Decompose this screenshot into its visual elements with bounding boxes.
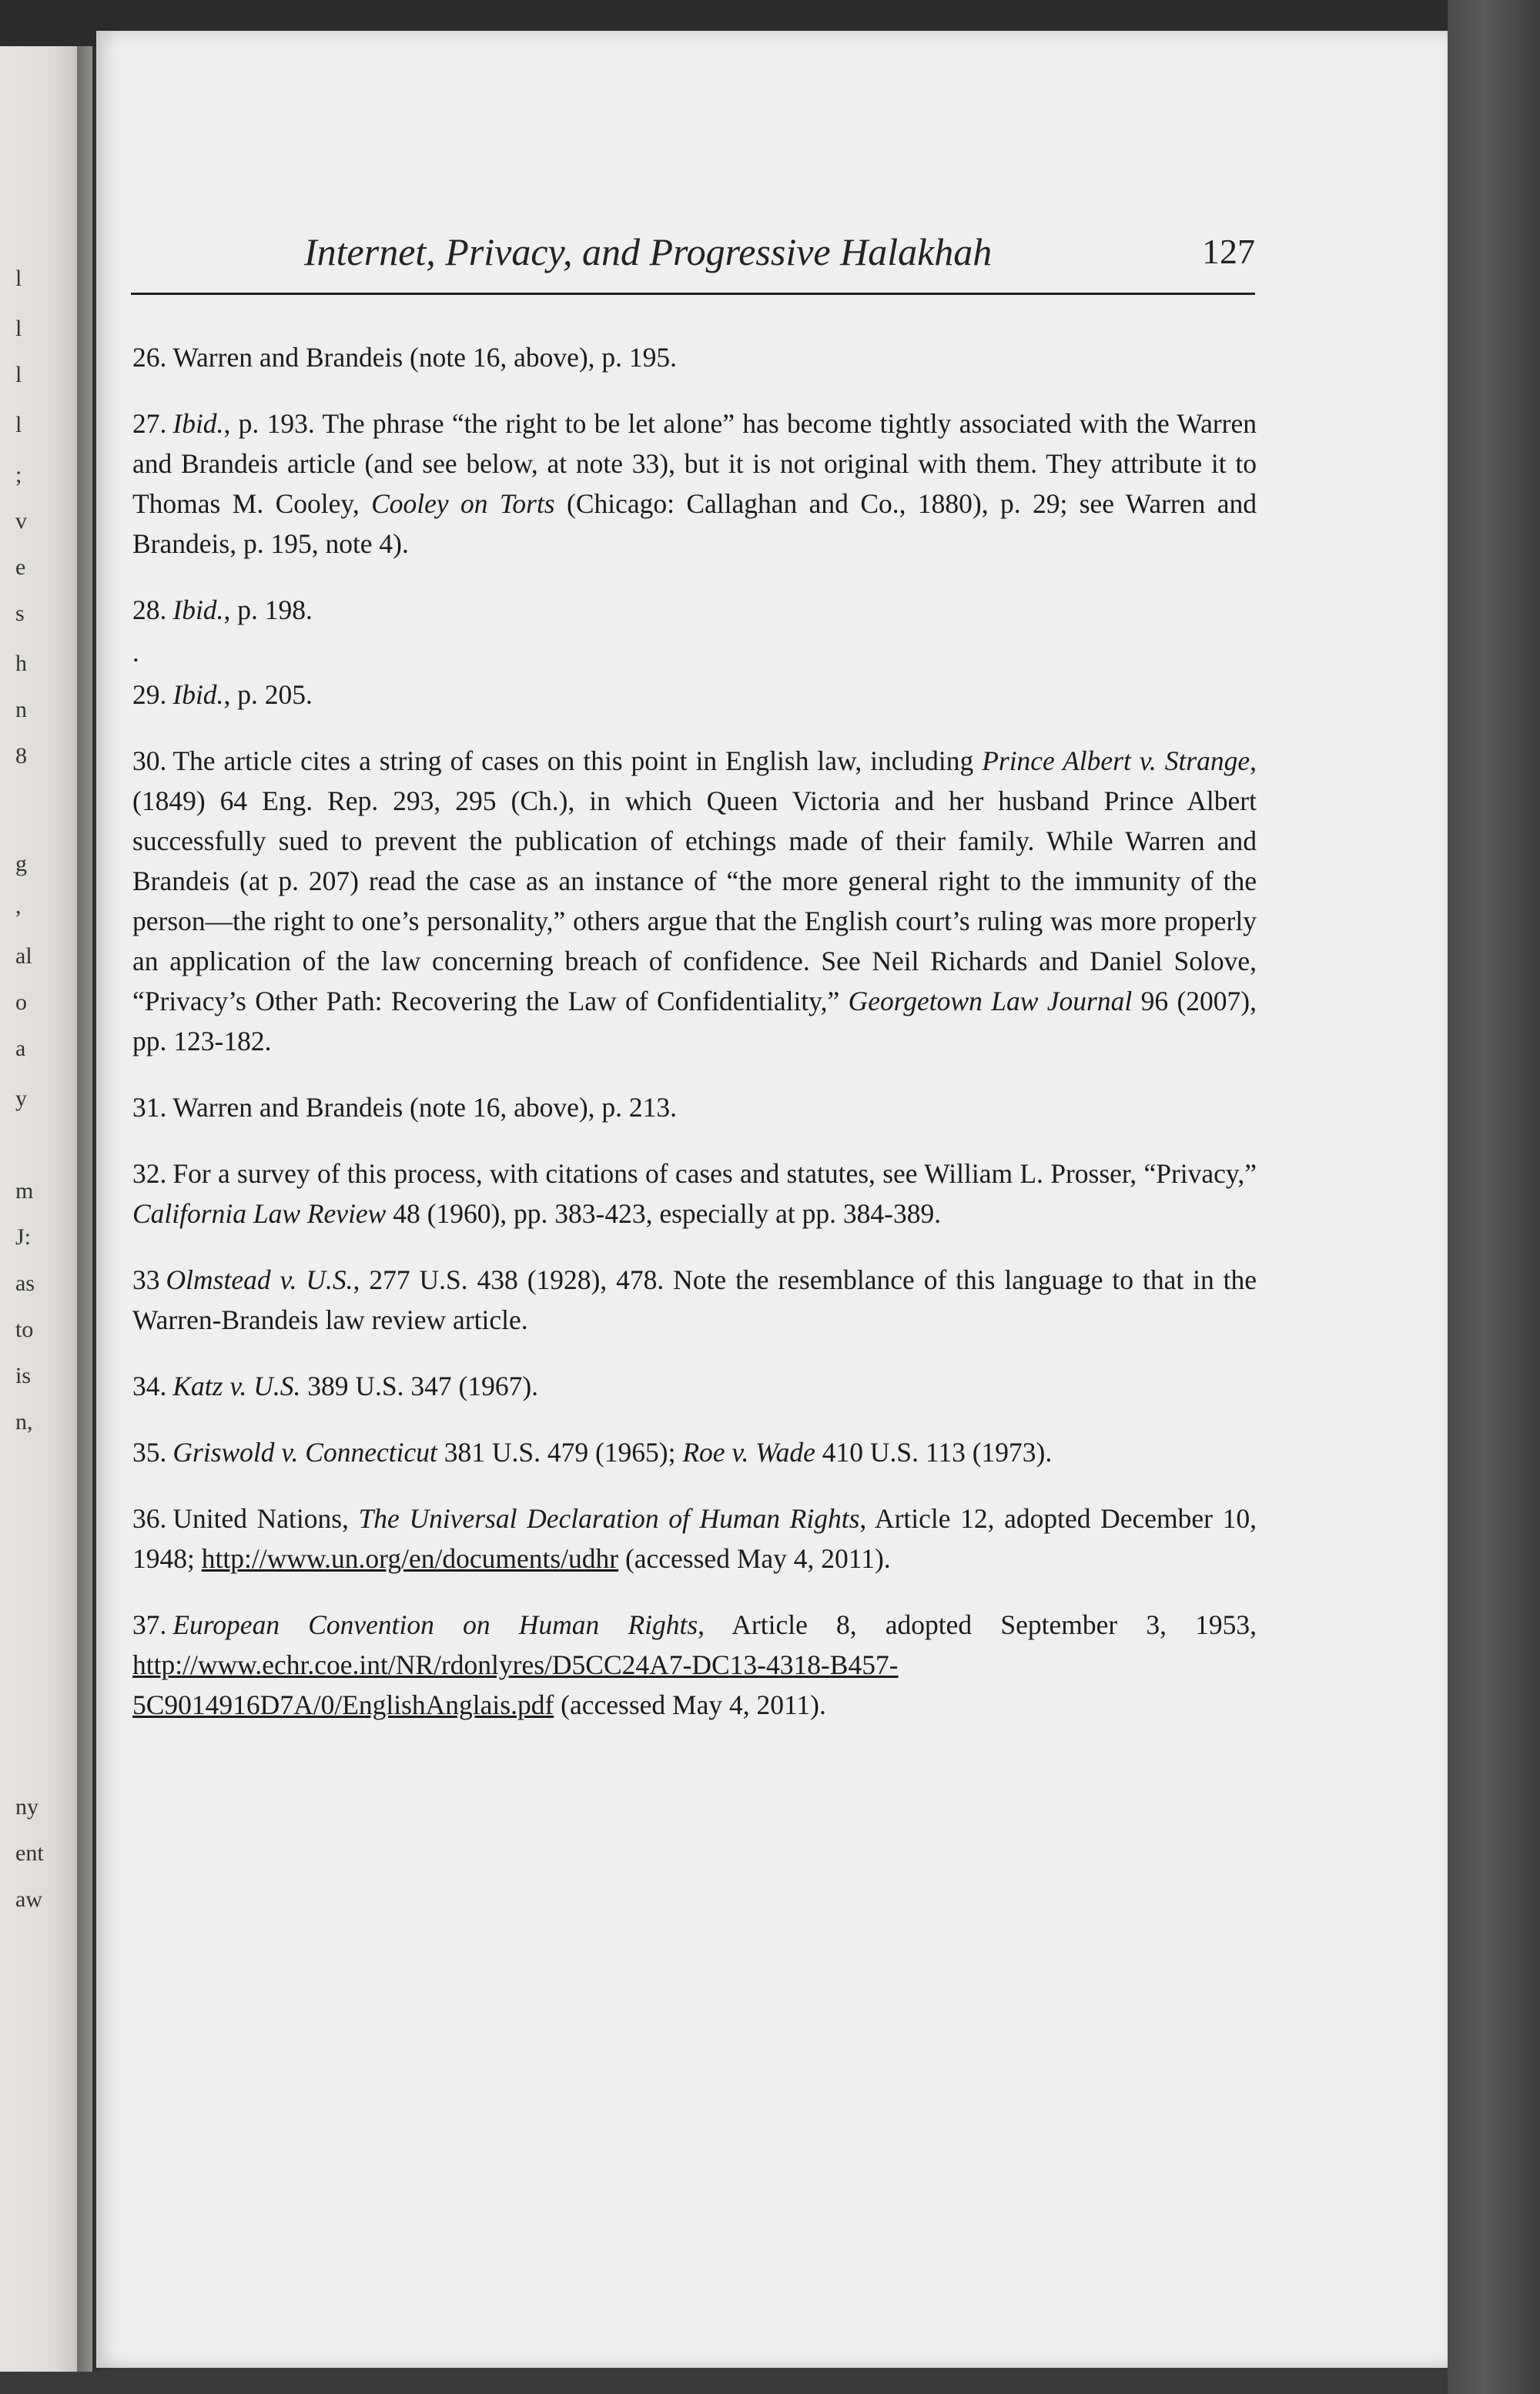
endnote-text: 96 (2007), pp. 123-182. <box>132 986 1257 1056</box>
right-background <box>1448 0 1540 2394</box>
endnote-number: 37. <box>132 1609 167 1640</box>
endnote-number: 29. <box>132 679 167 710</box>
endnote-italic-text: Cooley on Torts <box>371 488 555 519</box>
endnote <box>132 1260 1257 1340</box>
left-page-fragment: l <box>15 316 22 341</box>
endnote-text: , p. 198. <box>223 594 313 625</box>
endnote-text: The article cites a string of cases on this point in English law, including <box>172 745 983 776</box>
endnote <box>132 590 1257 630</box>
endnote-text: , 277 U.S. 438 (1928), 478. Note the resemblance of this language to that in the Warren-Brandeis law review article. <box>132 1264 1257 1335</box>
endnote-text: , (1849) 64 Eng. Rep. 293, 295 (Ch.), in which Queen Victoria and her husband Prince Albert successfully sued to prevent the publication of etchings made of their family. While Warren and Brandeis (at p. 207) read the case as an instance of “the more general right to the immunity of the person—the right to one’s personality,” others argue that the English court’s ruling was more properly an application of the law concerning breach of confidence. See Neil Richards and Daniel Solove, “Privacy’s Other Path: Recovering the Law of Confidentiality,” <box>132 745 1257 1016</box>
endnote-text: 381 U.S. 479 (1965); <box>437 1437 683 1468</box>
endnote-italic-text: Ibid. <box>172 594 224 625</box>
running-header <box>131 223 1255 295</box>
endnote-number: 34. <box>132 1371 167 1401</box>
left-page-fragment: J: <box>15 1224 32 1250</box>
endnote-number: 27. <box>132 408 167 439</box>
endnote-number: 26. <box>132 342 167 373</box>
endnote-text: , Article 8, adopted September 3, 1953, <box>698 1609 1257 1640</box>
left-page-fragment: is <box>15 1363 32 1388</box>
left-page-fragment: l <box>15 412 22 437</box>
book-page <box>96 31 1448 2368</box>
endnote-text: (accessed May 4, 2011). <box>554 1689 826 1720</box>
endnote-number: 33 <box>132 1264 160 1295</box>
endnote-text: 389 U.S. 347 (1967). <box>300 1371 539 1401</box>
left-page-fragment: o <box>15 989 27 1015</box>
endnote-number: 30. <box>132 745 167 776</box>
endnote-italic-text: European Convention on Human Rights <box>172 1609 698 1640</box>
endnote <box>132 1432 1257 1472</box>
left-page-fragment: ; <box>15 462 22 487</box>
endnote-italic-text: Olmstead v. U.S. <box>166 1264 353 1295</box>
left-page-fragment: ny <box>15 1794 38 1820</box>
endnote-text: (accessed May 4, 2011). <box>618 1543 891 1574</box>
left-page-fragment: to <box>15 1317 34 1342</box>
endnote-italic-text: California Law Review <box>132 1198 387 1229</box>
endnote-number: 32. <box>132 1158 167 1189</box>
endnote-number: 36. <box>132 1503 167 1534</box>
stray-mark: . <box>132 638 139 668</box>
endnote-text: , p. 205. <box>223 679 313 710</box>
left-page-fragment: e <box>15 554 26 580</box>
endnote <box>132 1087 1257 1127</box>
endnote-number: 35. <box>132 1437 167 1468</box>
page-number: 127 <box>1202 232 1255 271</box>
left-page-fragment: 8 <box>15 743 27 768</box>
endnote-italic-text: Ibid. <box>172 679 224 710</box>
endnote-url[interactable]: http://www.echr.coe.int/NR/rdonlyres/D5CC24A7-DC13-4318-B457-5C9014916D7A/0/EnglishAnglais.pdf <box>132 1649 899 1720</box>
left-page-fragment: g <box>15 851 27 876</box>
endnote-text: 48 (1960), pp. 383-423, especially at pp. 384-389. <box>386 1198 942 1229</box>
left-page-fragment: v <box>15 508 27 534</box>
left-page-fragment: n, <box>15 1409 33 1435</box>
endnote-text: United Nations, <box>172 1503 359 1534</box>
endnote <box>132 403 1257 564</box>
endnote <box>132 675 1257 715</box>
left-page-fragment: y <box>15 1086 27 1111</box>
endnote-italic-text: The Universal Declaration of Human Rights <box>358 1503 860 1534</box>
running-title: Internet, Privacy, and Progressive Halakhah <box>304 230 993 273</box>
endnote-italic-text: Katz v. U.S. <box>172 1371 301 1401</box>
left-page-fragment: l <box>15 362 22 387</box>
endnote-text: , p. 193. The phrase “the right to be let alone” has become tightly associated with the Warren and Brandeis article (and see below, at note 33), but it is not original with them. They attribute it to Thomas M. Cooley, <box>132 408 1257 519</box>
left-page-fragment: l <box>15 266 22 291</box>
endnote <box>132 1366 1257 1406</box>
left-page-fragment: h <box>15 651 27 676</box>
endnote <box>132 1498 1257 1579</box>
endnote <box>132 1153 1257 1234</box>
left-page-fragment: m <box>15 1178 34 1204</box>
endnote-italic-text: Griswold v. Connecticut <box>172 1437 437 1468</box>
left-page-fragment: n <box>15 697 27 722</box>
endnote-number: 28. <box>132 594 167 625</box>
endnote <box>132 741 1257 1061</box>
left-page-fragment: al <box>15 943 32 969</box>
endnote-italic-text: Georgetown Law Journal <box>848 986 1133 1016</box>
endnote-url[interactable]: http://www.un.org/en/documents/udhr <box>201 1543 619 1574</box>
endnote-text: Warren and Brandeis (note 16, above), p. 195. <box>172 342 678 373</box>
left-page-fragment: as <box>15 1271 35 1296</box>
endnotes-list <box>132 337 1257 1751</box>
endnote-text: For a survey of this process, with citations of cases and statutes, see William L. Prosser, “Privacy,” <box>172 1158 1257 1189</box>
left-page-fragment: aw <box>15 1887 42 1912</box>
endnote-text: Warren and Brandeis (note 16, above), p. 213. <box>172 1092 678 1123</box>
left-page-fragment: s <box>15 601 25 626</box>
endnote-text: , Article 12, adopted December 10, 1948; <box>132 1503 1257 1574</box>
endnote-number: 31. <box>132 1092 167 1123</box>
endnote <box>132 1605 1257 1725</box>
left-page-fragment: a <box>15 1036 26 1061</box>
endnote <box>132 337 1257 377</box>
endnote-text: 410 U.S. 113 (1973). <box>815 1437 1053 1468</box>
left-page-fragment: , <box>15 893 22 919</box>
endnote-italic-text: Ibid. <box>172 408 224 439</box>
endnote-italic-text: Prince Albert v. Strange <box>982 745 1250 776</box>
left-page-fragment: ent <box>15 1840 44 1866</box>
endnote-text: (Chicago: Callaghan and Co., 1880), p. 29; see Warren and Brandeis, p. 195, note 4). <box>132 488 1257 559</box>
endnote-italic-text: Roe v. Wade <box>682 1437 815 1468</box>
